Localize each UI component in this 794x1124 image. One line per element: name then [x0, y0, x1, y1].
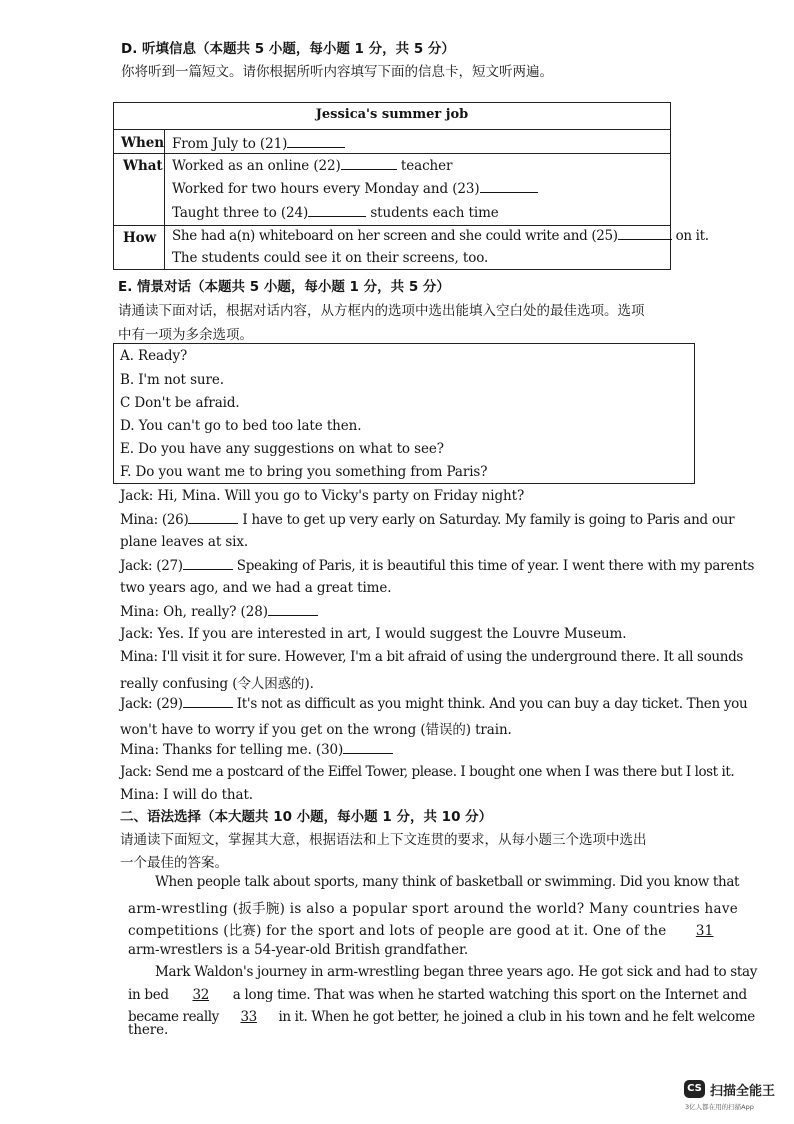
option-d: D. You can't go to bed too late then. [120, 418, 362, 434]
dialogue-line [120, 511, 734, 528]
what-text: teacher [400, 158, 453, 174]
option-c: C Don't be afraid. [120, 395, 240, 411]
answer-blank-22[interactable] [341, 157, 397, 170]
dialogue-line: Jack: Send me a postcard of the Eiffel Tower, please. I bought one when I was there but I lost it. [120, 764, 735, 780]
answer-blank-28[interactable] [268, 603, 318, 616]
dialogue-line: really confusing (令人困惑的). [120, 676, 314, 692]
how-label: How [123, 230, 157, 246]
what-line-3 [172, 204, 499, 221]
dialogue-line: Jack: Hi, Mina. Will you go to Vicky's party on Friday night? [120, 488, 525, 504]
passage-line: there. [128, 1022, 169, 1038]
dialogue-text: It's not as difficult as you might think. And you can buy a day ticket. Then you [232, 696, 748, 712]
passage-text: competitions (比赛) for the sport and lots of people are good at it. One of the [128, 923, 667, 939]
dialogue-text: Mina: (26) [120, 512, 189, 528]
what-text: Worked for two hours every Monday and (23) [172, 181, 480, 197]
dialogue-line: Jack: Yes. If you are interested in art, I would suggest the Louvre Museum. [120, 626, 627, 642]
dialogue-line: Mina: I will do that. [120, 787, 253, 803]
dialogue-line [120, 603, 318, 620]
section-2-instruction-2: 一个最佳的答案。 [120, 855, 228, 871]
how-line-2: The students could see it on their screens, too. [172, 250, 489, 266]
answer-blank-33[interactable]: 33 [240, 1009, 257, 1025]
dialogue-line [120, 695, 747, 712]
info-card-title: Jessica's summer job [315, 107, 469, 122]
answer-blank-21[interactable] [287, 135, 345, 148]
option-a: A. Ready? [120, 348, 188, 364]
camscanner-logo-icon: CS [684, 1080, 705, 1098]
dialogue-text: Speaking of Paris, it is beautiful this time of year. I went there with my parents [232, 558, 755, 574]
passage-line: Mark Waldon's journey in arm-wrestling began three years ago. He got sick and had to stay [155, 964, 758, 980]
option-f: F. Do you want me to bring you something from Paris? [120, 464, 488, 480]
answer-blank-32[interactable]: 32 [192, 987, 210, 1003]
table-column-divider [164, 129, 165, 270]
section-2-instruction-1: 请通读下面短文，掌握其大意，根据语法和上下文连贯的要求，从每小题三个选项中选出 [120, 832, 647, 848]
dialogue-line: won't have to worry if you get on the wrong (错误的) train. [120, 722, 512, 738]
table-divider [113, 129, 671, 130]
dialogue-text: Jack: (27) [120, 558, 183, 574]
section-e-instruction-2: 中有一项为多余选项。 [118, 327, 253, 343]
what-text: students each time [370, 205, 499, 221]
what-line-1 [172, 157, 452, 174]
watermark-tagline: 3亿人都在用的扫描App [685, 1103, 754, 1111]
what-text: Taught three to (24) [172, 205, 309, 221]
answer-blank-29[interactable] [183, 695, 233, 708]
how-text: She had a(n) whiteboard on her screen and she could write and (25) [172, 228, 618, 244]
dialogue-line [120, 557, 754, 574]
passage-line [128, 919, 713, 939]
when-cell [172, 135, 345, 152]
passage-line: When people talk about sports, many think of basketball or swimming. Did you know that [155, 874, 740, 890]
section-d-heading: D. 听填信息（本题共 5 小题，每小题 1 分，共 5 分） [121, 41, 455, 57]
option-e: E. Do you have any suggestions on what to see? [120, 441, 444, 457]
dialogue-line: Mina: I'll visit it for sure. However, I'm a bit afraid of using the underground there. It all sounds [120, 649, 743, 665]
when-label: When [121, 135, 164, 151]
section-e-heading: E. 情景对话（本题共 5 小题，每小题 1 分，共 5 分） [118, 279, 450, 295]
section-d-instruction: 你将听到一篇短文。请你根据所听内容填写下面的信息卡，短文听两遍。 [121, 64, 553, 80]
options-box [113, 343, 695, 484]
answer-blank-24[interactable] [308, 204, 366, 217]
table-divider [113, 153, 671, 154]
how-line-1 [172, 227, 709, 244]
when-text: From July to (21) [172, 136, 288, 152]
dialogue-text: Mina: Thanks for telling me. (30) [120, 742, 344, 758]
dialogue-text: I have to get up very early on Saturday. My family is going to Paris and our [238, 512, 735, 528]
dialogue-line: plane leaves at six. [120, 534, 249, 550]
section-e-instruction-1: 请通读下面对话，根据对话内容，从方框内的选项中选出能填入空白处的最佳选项。选项 [118, 303, 645, 319]
passage-text: became really [128, 1009, 219, 1025]
passage-text: in bed [128, 987, 169, 1003]
answer-blank-25[interactable] [618, 227, 672, 240]
dialogue-text: Mina: Oh, really? (28) [120, 604, 268, 620]
passage-text: a long time. That was when he started watching this sport on the Internet and [232, 987, 747, 1003]
passage-text: in it. When he got better, he joined a club in his town and he felt welcome [278, 1009, 755, 1025]
option-b: B. I'm not sure. [120, 372, 224, 388]
answer-blank-23[interactable] [480, 180, 538, 193]
passage-line [128, 987, 747, 1003]
what-text: Worked as an online (22) [172, 158, 341, 174]
how-text: on it. [675, 228, 709, 244]
passage-line: arm-wrestlers is a 54-year-old British grandfather. [128, 942, 469, 958]
answer-blank-31[interactable]: 31 [695, 923, 714, 939]
answer-blank-30[interactable] [343, 741, 393, 754]
what-label: What [123, 158, 163, 174]
answer-blank-27[interactable] [183, 557, 233, 570]
passage-line [128, 1009, 755, 1025]
dialogue-line [120, 741, 393, 758]
dialogue-line: two years ago, and we had a great time. [120, 580, 392, 596]
section-2-heading: 二、语法选择（本大题共 10 小题，每小题 1 分，共 10 分） [120, 809, 493, 825]
watermark-name: 扫描全能王 [710, 1084, 776, 1099]
passage-line: arm-wrestling (扳手腕) is also a popular sport around the world? Many countries have [128, 901, 739, 917]
dialogue-text: Jack: (29) [120, 696, 183, 712]
table-divider [113, 225, 671, 226]
answer-blank-26[interactable] [188, 511, 238, 524]
what-line-2 [172, 180, 538, 197]
